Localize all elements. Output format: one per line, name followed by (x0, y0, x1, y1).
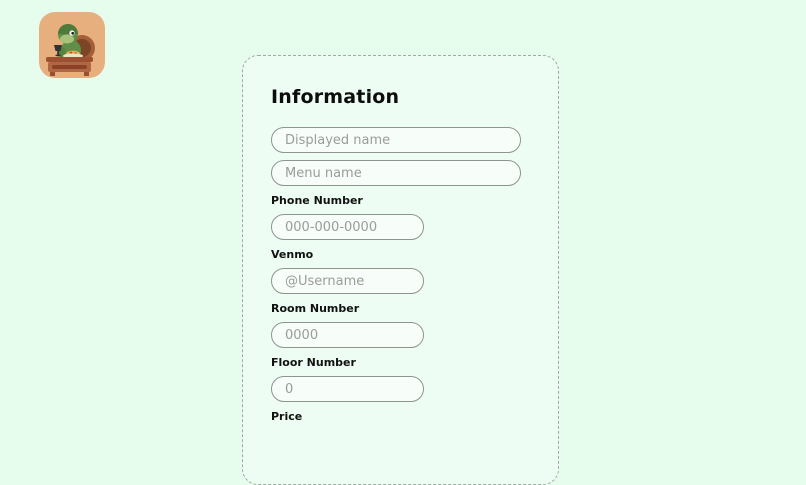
price-label: Price (271, 410, 303, 423)
phone-number-label: Phone Number (271, 194, 363, 207)
phone-number-input[interactable] (271, 214, 424, 240)
information-card (242, 55, 559, 485)
form-fields (271, 127, 530, 423)
app-logo[interactable] (39, 12, 105, 78)
room-number-input[interactable] (271, 322, 424, 348)
venmo-input[interactable] (271, 268, 424, 294)
displayed-name-input[interactable] (271, 127, 521, 153)
room-number-label: Room Number (271, 302, 360, 315)
menu-name-input[interactable] (271, 160, 521, 186)
floor-number-input[interactable] (271, 376, 424, 402)
floor-number-label: Floor Number (271, 356, 356, 369)
turtle-icon (39, 12, 105, 78)
form-title: Information (271, 86, 400, 108)
venmo-label: Venmo (271, 248, 314, 261)
